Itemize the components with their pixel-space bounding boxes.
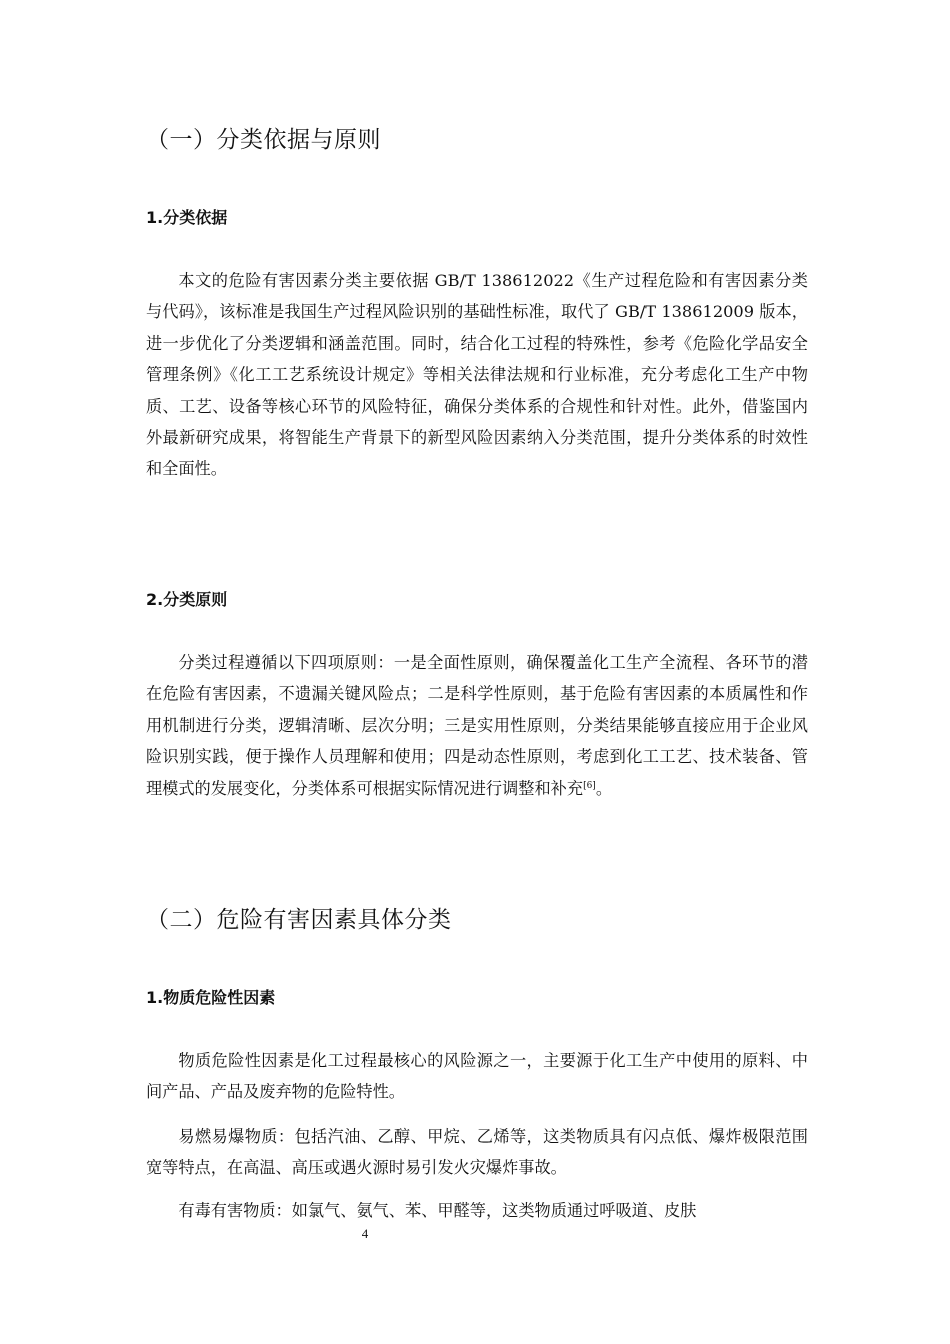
subsection-heading-substance: 1.物质危险性因素 xyxy=(146,988,276,1007)
paragraph-principles-text: 分类过程遵循以下四项原则：一是全面性原则，确保覆盖化工生产全流程、各环节的潜在危险有害因素，不遗漏关键风险点；二是科学性原则，基于危险有害因素的本质属性和作用机制进行分类，逻辑清晰、层次分明；三是实用性原则，分类结果能够直接应用于企业风险识别实践，便于操作人员理解和使用；四是动态性原则，考虑到化工工艺、技术装备、管理模式的发展变化，分类体系可根据实际情况进行调整和补充 xyxy=(146,653,808,798)
subsection-heading-principles: 2.分类原则 xyxy=(146,590,228,609)
section-heading-1: （一）分类依据与原则 xyxy=(146,127,381,153)
citation-reference: [6] xyxy=(583,780,596,791)
page-number: 4 xyxy=(361,1226,369,1241)
paragraph-principles-end: 。 xyxy=(595,778,612,798)
paragraph-substance-intro: 物质危险性因素是化工过程最核心的风险源之一，主要源于化工生产中使用的原料、中间产品、产品及废弃物的危险特性。 xyxy=(146,1051,808,1102)
paragraph-basis: 本文的危险有害因素分类主要依据 GB/T 138612022《生产过程危险和有害因素分类与代码》，该标准是我国生产过程风险识别的基础性标准，取代了 GB/T 138612009 版本，进一步优化了分类逻辑和涵盖范围。同时，结合化工过程的特殊性，参考《危险化学品安全管理条例》《化工工艺系统设计规定》等相关法律法规和行业标准，充分考虑化工生产中物质、工艺、设备等核心环节的风险特征，确保分类体系的合规性和针对性。此外，借鉴国内外最新研究成果，将智能生产背景下的新型风险因素纳入分类范围，提升分类体系的时效性和全面性。 xyxy=(146,271,808,479)
paragraph-flammable: 易燃易爆物质：包括汽油、乙醇、甲烷、乙烯等，这类物质具有闪点低、爆炸极限范围宽等特点，在高温、高压或遇火源时易引发火灾爆炸事故。 xyxy=(146,1127,808,1178)
section-heading-2: （二）危险有害因素具体分类 xyxy=(146,907,452,933)
subsection-heading-basis: 1.分类依据 xyxy=(146,208,228,227)
paragraph-toxic: 有毒有害物质：如氯气、氨气、苯、甲醛等，这类物质通过呼吸道、皮肤 xyxy=(178,1201,697,1220)
paragraph-principles xyxy=(146,647,808,804)
